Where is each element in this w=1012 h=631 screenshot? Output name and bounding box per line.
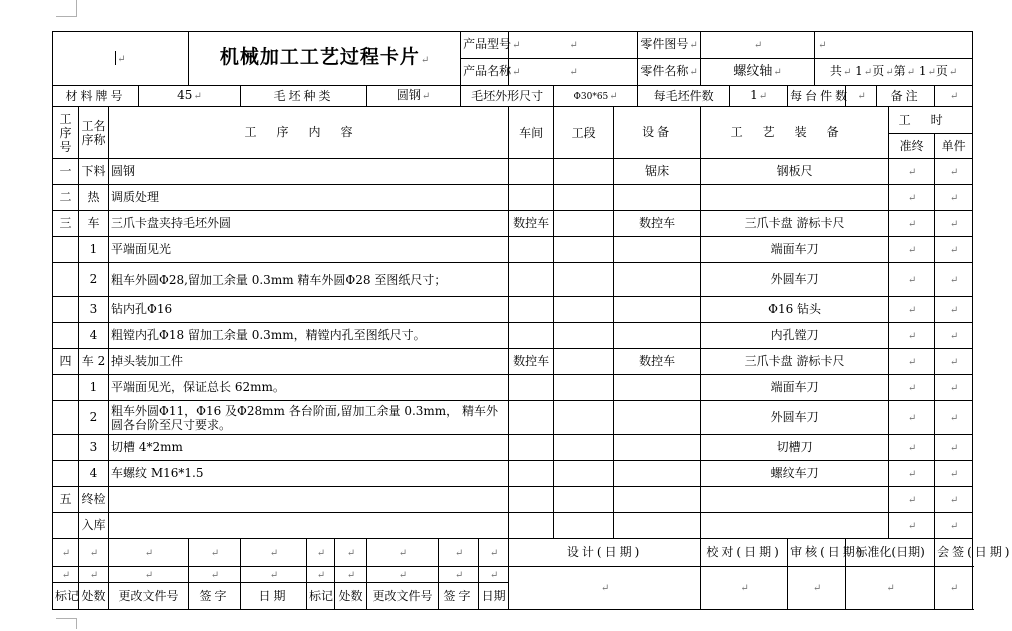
workshop xyxy=(509,237,554,263)
op-no xyxy=(53,435,79,461)
time-unit: ↵ xyxy=(935,349,973,375)
col-time: 工时 xyxy=(889,107,973,134)
tooling: 三爪卡盘 游标卡尺 xyxy=(701,349,889,375)
revision-blank: ↵ xyxy=(53,567,79,583)
part-drawing-no-label: 零件图号↵ xyxy=(638,32,701,59)
revision-blank: ↵ xyxy=(109,567,189,583)
section xyxy=(554,211,614,237)
revision-blank: ↵ xyxy=(241,567,307,583)
signature-label-2: 签字 xyxy=(439,583,479,610)
time-prep: ↵ xyxy=(889,237,935,263)
op-content xyxy=(109,513,509,539)
remarks-label: 备注 xyxy=(877,86,935,107)
tooling: 端面车刀 xyxy=(701,237,889,263)
card-title: 机械加工工艺过程卡片↵ xyxy=(189,32,461,86)
col-section: 工段 xyxy=(554,107,614,159)
workshop: 数控车 xyxy=(509,211,554,237)
op-content: 粗镗内孔Φ18 留加工余量 0.3mm，精镗内孔至图纸尺寸。 xyxy=(109,323,509,349)
op-no xyxy=(53,263,79,297)
op-content: 粗车外圆Φ28,留加工余量 0.3mm 精车外圆Φ28 至图纸尺寸； xyxy=(109,263,509,297)
table-row xyxy=(53,159,973,185)
workshop xyxy=(509,375,554,401)
design-date-label: 设计(日期) xyxy=(509,539,701,567)
tooling: 端面车刀 xyxy=(701,375,889,401)
time-prep: ↵ xyxy=(889,461,935,487)
time-prep: ↵ xyxy=(889,349,935,375)
check-date-label: 校对(日期) xyxy=(701,539,788,567)
time-unit: ↵ xyxy=(935,211,973,237)
revision-blank: ↵ xyxy=(479,567,509,583)
op-name: 1 xyxy=(79,375,109,401)
revision-blank: ↵ xyxy=(189,539,241,567)
time-prep: ↵ xyxy=(889,323,935,349)
product-model-label: 产品型号↵ xyxy=(461,32,509,59)
op-name: 1 xyxy=(79,237,109,263)
op-no: 四 xyxy=(53,349,79,375)
revision-blank: ↵ xyxy=(335,539,367,567)
revision-blank: ↵ xyxy=(79,539,109,567)
workshop xyxy=(509,401,554,435)
tooling: 螺纹车刀 xyxy=(701,461,889,487)
workshop xyxy=(509,323,554,349)
review-date-label: 审核(日期) xyxy=(788,539,846,567)
op-no: 一 xyxy=(53,159,79,185)
table-row xyxy=(53,401,973,435)
workshop: 数控车 xyxy=(509,349,554,375)
review-signature[interactable]: ↵ xyxy=(788,567,846,610)
time-prep: ↵ xyxy=(889,487,935,513)
standardize-date-label: 标准化(日期) xyxy=(846,539,935,567)
logo-area: ↵ xyxy=(53,32,189,86)
op-content: 三爪卡盘夹持毛坯外圆 xyxy=(109,211,509,237)
time-prep: ↵ xyxy=(889,211,935,237)
count-label: 处数 xyxy=(79,583,109,610)
equipment xyxy=(614,513,701,539)
part-name-label: 零件名称↵ xyxy=(638,59,701,86)
op-no xyxy=(53,513,79,539)
time-prep: ↵ xyxy=(889,263,935,297)
op-content: 圆钢 xyxy=(109,159,509,185)
material-label: 材料牌号 xyxy=(53,86,139,107)
op-name: 入库 xyxy=(79,513,109,539)
date-label-2: 日期 xyxy=(479,583,509,610)
product-name-value[interactable]: ↵ xyxy=(509,59,638,86)
time-unit: ↵ xyxy=(935,263,973,297)
tooling xyxy=(701,513,889,539)
crop-mark-top-left xyxy=(56,0,77,17)
time-prep: ↵ xyxy=(889,401,935,435)
revision-blank: ↵ xyxy=(109,539,189,567)
blank-type-label: 毛坯种类 xyxy=(241,86,367,107)
op-name: 2 xyxy=(79,401,109,435)
op-no: 五 xyxy=(53,487,79,513)
op-no xyxy=(53,401,79,435)
col-time-prep: 准终 xyxy=(889,134,935,159)
equipment xyxy=(614,435,701,461)
equipment: 锯床 xyxy=(614,159,701,185)
blank-type-value[interactable]: 圆钢↵ xyxy=(367,86,461,107)
time-unit: ↵ xyxy=(935,237,973,263)
part-drawing-no-extra[interactable]: ↵ xyxy=(815,32,973,59)
countersign-signature[interactable]: ↵ xyxy=(935,567,973,610)
section xyxy=(554,487,614,513)
workshop xyxy=(509,435,554,461)
revision-blank: ↵ xyxy=(367,539,439,567)
workshop xyxy=(509,461,554,487)
section xyxy=(554,323,614,349)
op-content: 平端面见光，保证总长 62mm。 xyxy=(109,375,509,401)
table-row xyxy=(53,297,973,323)
process-card-table xyxy=(52,31,1012,610)
op-no: 二 xyxy=(53,185,79,211)
table-row xyxy=(53,237,973,263)
revision-blank: ↵ xyxy=(241,539,307,567)
table-row xyxy=(53,185,973,211)
revision-blank: ↵ xyxy=(479,539,509,567)
time-unit: ↵ xyxy=(935,487,973,513)
op-name: 4 xyxy=(79,323,109,349)
table-row xyxy=(53,435,973,461)
tooling xyxy=(701,185,889,211)
workshop xyxy=(509,263,554,297)
section xyxy=(554,401,614,435)
time-unit: ↵ xyxy=(935,297,973,323)
revision-blank: ↵ xyxy=(189,567,241,583)
equipment xyxy=(614,375,701,401)
change-doc-label: 更改文件号 xyxy=(109,583,189,610)
equipment: 数控车 xyxy=(614,211,701,237)
op-name: 终检 xyxy=(79,487,109,513)
table-row xyxy=(53,263,973,297)
op-name: 3 xyxy=(79,435,109,461)
col-op-name: 工名序称 xyxy=(79,107,109,159)
op-content: 掉头装加工件 xyxy=(109,349,509,375)
crop-mark-bottom-left xyxy=(56,618,77,629)
time-prep: ↵ xyxy=(889,435,935,461)
equipment: 数控车 xyxy=(614,349,701,375)
check-signature[interactable]: ↵ xyxy=(701,567,788,610)
revision-blank: ↵ xyxy=(439,539,479,567)
section xyxy=(554,513,614,539)
product-name-label: 产品名称↵ xyxy=(461,59,509,86)
equipment xyxy=(614,401,701,435)
op-name: 4 xyxy=(79,461,109,487)
revision-blank: ↵ xyxy=(53,539,79,567)
op-name: 2 xyxy=(79,263,109,297)
tooling xyxy=(701,487,889,513)
time-prep: ↵ xyxy=(889,513,935,539)
col-time-unit: 单件 xyxy=(935,134,973,159)
time-unit: ↵ xyxy=(935,375,973,401)
time-unit: ↵ xyxy=(935,461,973,487)
section xyxy=(554,159,614,185)
op-content: 钻内孔Φ16 xyxy=(109,297,509,323)
table-row xyxy=(53,461,973,487)
revision-blank: ↵ xyxy=(79,567,109,583)
tooling: 三爪卡盘 游标卡尺 xyxy=(701,211,889,237)
time-unit: ↵ xyxy=(935,513,973,539)
revision-blank: ↵ xyxy=(307,539,335,567)
tooling: 切槽刀 xyxy=(701,435,889,461)
workshop xyxy=(509,487,554,513)
workshop xyxy=(509,513,554,539)
tooling: 内孔镗刀 xyxy=(701,323,889,349)
pieces-per-blank-label: 每毛坯件数 xyxy=(638,86,730,107)
section xyxy=(554,461,614,487)
col-workshop: 车间 xyxy=(509,107,554,159)
equipment xyxy=(614,461,701,487)
op-name: 车 2 xyxy=(79,349,109,375)
workshop xyxy=(509,159,554,185)
per-machine-label: 每台件数 xyxy=(788,86,846,107)
op-no xyxy=(53,375,79,401)
page-count: 共↵ 1↵页↵第↵ 1↵页↵ xyxy=(815,59,973,86)
col-op-content: 工序内容 xyxy=(109,107,509,159)
section xyxy=(554,297,614,323)
blank-size-label: 毛坯外形尺寸 xyxy=(461,86,554,107)
tooling: Φ16 钻头 xyxy=(701,297,889,323)
tooling: 外圆车刀 xyxy=(701,263,889,297)
section xyxy=(554,237,614,263)
revision-blank: ↵ xyxy=(335,567,367,583)
op-content: 调质处理 xyxy=(109,185,509,211)
section xyxy=(554,435,614,461)
workshop xyxy=(509,185,554,211)
blank-size-value[interactable]: Φ30*65↵ xyxy=(554,86,638,107)
op-name: 热 xyxy=(79,185,109,211)
op-no xyxy=(53,461,79,487)
workshop xyxy=(509,297,554,323)
op-no xyxy=(53,237,79,263)
op-no: 三 xyxy=(53,211,79,237)
equipment xyxy=(614,323,701,349)
op-content: 切槽 4*2mm xyxy=(109,435,509,461)
standardize-signature[interactable]: ↵ xyxy=(846,567,935,610)
op-content xyxy=(109,487,509,513)
time-prep: ↵ xyxy=(889,185,935,211)
product-model-value[interactable]: ↵ xyxy=(509,32,638,59)
countersign-date-label: 会签(日期) xyxy=(935,539,973,567)
table-row xyxy=(53,323,973,349)
table-row xyxy=(53,513,973,539)
time-unit: ↵ xyxy=(935,435,973,461)
mark-label: 标记 xyxy=(53,583,79,610)
section xyxy=(554,349,614,375)
time-unit: ↵ xyxy=(935,323,973,349)
table-row xyxy=(53,211,973,237)
time-unit: ↵ xyxy=(935,185,973,211)
equipment xyxy=(614,487,701,513)
pieces-per-blank-value[interactable]: 1↵ xyxy=(730,86,788,107)
revision-blank: ↵ xyxy=(367,567,439,583)
part-drawing-no-value[interactable]: ↵ xyxy=(701,32,815,59)
material-value[interactable]: 45↵ xyxy=(139,86,241,107)
tooling: 钢板尺 xyxy=(701,159,889,185)
table-row xyxy=(53,349,973,375)
revision-blank: ↵ xyxy=(439,567,479,583)
col-equipment: 设备 xyxy=(614,107,701,159)
equipment xyxy=(614,185,701,211)
time-unit: ↵ xyxy=(935,401,973,435)
time-prep: ↵ xyxy=(889,159,935,185)
equipment xyxy=(614,263,701,297)
table-row xyxy=(53,375,973,401)
table-row xyxy=(53,487,973,513)
time-prep: ↵ xyxy=(889,375,935,401)
equipment xyxy=(614,237,701,263)
op-no xyxy=(53,297,79,323)
op-name: 下料 xyxy=(79,159,109,185)
count-label-2: 处数 xyxy=(335,583,367,610)
mark-label-2: 标记 xyxy=(307,583,335,610)
equipment xyxy=(614,297,701,323)
design-signature[interactable]: ↵ xyxy=(509,567,701,610)
op-name: 车 xyxy=(79,211,109,237)
time-prep: ↵ xyxy=(889,297,935,323)
revision-blank: ↵ xyxy=(307,567,335,583)
per-machine-value[interactable]: ↵ xyxy=(846,86,877,107)
tooling: 外圆车刀 xyxy=(701,401,889,435)
op-content: 粗车外圆Φ11，Φ16 及Φ28mm 各台阶面,留加工余量 0.3mm， 精车外圆各台阶至尺寸要求。 xyxy=(109,401,509,435)
change-doc-label-2: 更改文件号 xyxy=(367,583,439,610)
signature-label: 签字 xyxy=(189,583,241,610)
col-tooling: 工艺装备 xyxy=(701,107,889,159)
section xyxy=(554,263,614,297)
section xyxy=(554,185,614,211)
op-no xyxy=(53,323,79,349)
part-name-value[interactable]: 螺纹轴↵ xyxy=(701,59,815,86)
op-name: 3 xyxy=(79,297,109,323)
op-content: 车螺纹 M16*1.5 xyxy=(109,461,509,487)
section xyxy=(554,375,614,401)
time-unit: ↵ xyxy=(935,159,973,185)
op-content: 平端面见光 xyxy=(109,237,509,263)
date-label: 日期 xyxy=(241,583,307,610)
remarks-value[interactable]: ↵ xyxy=(935,86,973,107)
col-op-no: 工序号 xyxy=(53,107,79,159)
